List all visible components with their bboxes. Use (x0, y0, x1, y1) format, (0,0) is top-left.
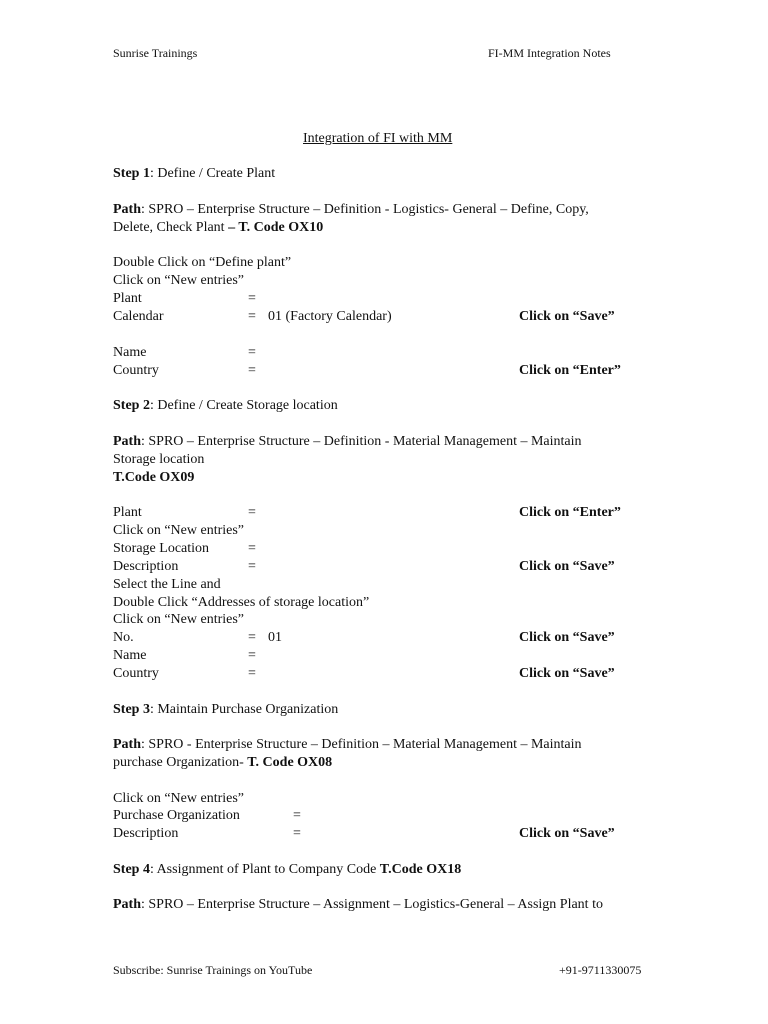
equals-sign: = (248, 505, 256, 520)
action-text: Click on “Enter” (519, 505, 621, 520)
step2-label: Step 2 (113, 398, 150, 413)
action-text: Click on “Save” (519, 309, 615, 324)
footer-right: +91-9711330075 (559, 963, 642, 977)
field-label: Storage Location (113, 541, 210, 556)
field-label: No. (113, 630, 134, 645)
equals-sign: = (248, 630, 256, 645)
document-title: Integration of FI with MM (303, 131, 453, 146)
step1-row-name (113, 344, 653, 362)
equals-sign: = (248, 559, 256, 574)
equals-sign: = (293, 826, 301, 841)
step2-row-country (113, 665, 653, 683)
step2-path-text: : SPRO – Enterprise Structure – Definition - Material Management – Maintain (141, 434, 582, 449)
step2-row-no (113, 629, 653, 647)
step4-text: : Assignment of Plant to Company Code (149, 862, 380, 877)
equals-sign: = (248, 345, 256, 360)
step3-path-label: Path (113, 737, 141, 752)
step1-path-text2: Delete, Check Plant (113, 220, 229, 235)
field-label: Plant (113, 291, 142, 306)
field-label: Name (113, 345, 147, 360)
step3-path-cont (113, 754, 332, 772)
equals-sign: = (248, 648, 256, 663)
field-value: 01 (268, 630, 282, 645)
field-label: Name (113, 648, 147, 663)
action-text: Click on “Save” (519, 630, 615, 645)
step3-path-text2: purchase Organization- (113, 755, 248, 770)
field-label: Calendar (113, 309, 164, 324)
step2-new-entries-2: Click on “New entries” (113, 612, 245, 627)
field-label: Plant (113, 505, 142, 520)
step1-text: : Define / Create Plant (149, 166, 276, 181)
field-value: 01 (Factory Calendar) (268, 309, 392, 324)
step2-heading (113, 397, 338, 415)
equals-sign: = (248, 291, 256, 306)
action-text: Click on “Save” (519, 666, 615, 681)
step3-row-purchase-org (113, 807, 653, 825)
action-text: Click on “Save” (519, 826, 615, 841)
equals-sign: = (248, 541, 256, 556)
step2-double-click: Double Click “Addresses of storage location” (113, 595, 370, 610)
equals-sign: = (293, 808, 301, 823)
action-text: Click on “Enter” (519, 363, 621, 378)
step4-label: Step 4 (113, 862, 150, 877)
header-right: FI-MM Integration Notes (488, 46, 611, 60)
step3-text: : Maintain Purchase Organization (149, 702, 339, 717)
step1-row-plant (113, 290, 653, 308)
step2-row-name (113, 647, 653, 665)
step2-row-plant (113, 504, 653, 522)
step1-tcode: – T. Code OX10 (228, 220, 324, 235)
field-label: Purchase Organization (113, 808, 240, 823)
field-label: Country (113, 666, 159, 681)
step3-label: Step 3 (113, 702, 150, 717)
step4-path (113, 896, 603, 914)
step4-path-text: : SPRO – Enterprise Structure – Assignment – Logistics-General – Assign Plant to (141, 897, 603, 912)
action-text: Click on “Save” (519, 559, 615, 574)
equals-sign: = (248, 666, 256, 681)
header-left: Sunrise Trainings (113, 46, 198, 60)
step1-path-cont (113, 219, 323, 237)
step3-new-entries: Click on “New entries” (113, 791, 245, 806)
step2-row-description (113, 558, 653, 576)
step1-row-country (113, 362, 653, 380)
step1-path-label: Path (113, 202, 141, 217)
step2-path (113, 433, 582, 451)
step2-tcode: T.Code OX09 (113, 470, 195, 485)
footer-left: Subscribe: Sunrise Trainings on YouTube (113, 963, 313, 977)
step2-new-entries: Click on “New entries” (113, 523, 245, 538)
step3-tcode: T. Code OX08 (247, 755, 333, 770)
step1-row-calendar (113, 308, 653, 326)
equals-sign: = (248, 309, 256, 324)
field-label: Description (113, 559, 179, 574)
step2-select-line: Select the Line and (113, 577, 221, 592)
step4-path-label: Path (113, 897, 141, 912)
step3-path-text: : SPRO - Enterprise Structure – Definition – Material Management – Maintain (141, 737, 582, 752)
step2-text: : Define / Create Storage location (149, 398, 338, 413)
step4-heading (113, 861, 461, 879)
step1-label: Step 1 (113, 166, 150, 181)
step2-path-cont: Storage location (113, 452, 205, 467)
step1-path-text: : SPRO – Enterprise Structure – Definition - Logistics- General – Define, Copy, (141, 202, 589, 217)
step1-line1: Double Click on “Define plant” (113, 255, 292, 270)
field-label: Country (113, 363, 159, 378)
step4-tcode: T.Code OX18 (379, 862, 462, 877)
step1-heading (113, 165, 275, 183)
step2-row-storage-location (113, 540, 653, 558)
field-label: Description (113, 826, 179, 841)
step3-row-description (113, 825, 653, 843)
step3-heading (113, 701, 338, 719)
step3-path (113, 736, 582, 754)
step1-path (113, 201, 589, 219)
step2-path-label: Path (113, 434, 141, 449)
step1-line2: Click on “New entries” (113, 273, 245, 288)
equals-sign: = (248, 363, 256, 378)
